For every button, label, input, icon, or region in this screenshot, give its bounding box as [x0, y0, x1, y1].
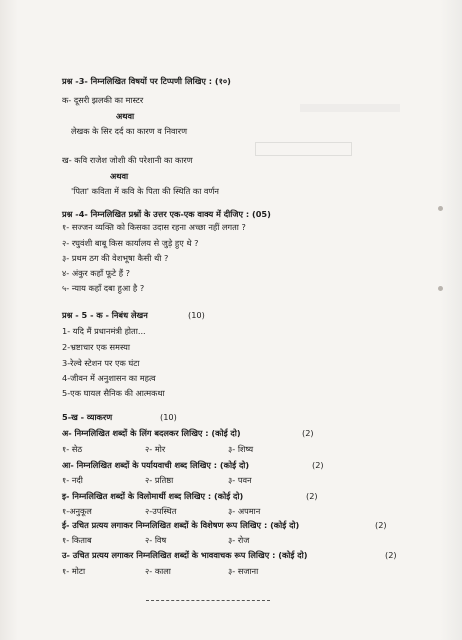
q3-ka-alt: लेखक के सिर दर्द का कारण व निवारण [71, 126, 187, 136]
grammar-option: २- काला [145, 566, 171, 576]
grammar-question: उ- उचित प्रत्यय लगाकर निम्नलिखित शब्दों के भाववाचक रूप लिखिए : (कोई दो) [62, 550, 308, 560]
q3-or-1: अथवा [116, 111, 135, 121]
grammar-option: २-उपस्थित [145, 506, 177, 516]
essay-topic: 3-रेल्वे स्टेशन पर एक घंटा [62, 358, 140, 368]
grammar-option: ३- अपमान [228, 506, 261, 516]
q3-ka: क- दूसरी झलकी का मास्टर [62, 95, 144, 105]
q5kha-heading: 5-ख - व्याकरण [62, 412, 113, 422]
grammar-option: २- मोर [145, 444, 166, 454]
q4-item: ५- न्याय कहाँ दबा हुआ है ? [62, 283, 145, 293]
q4-item: ४- अंकुर कहाँ फूटे हैं ? [62, 268, 131, 278]
grammar-marks: (2) [312, 460, 324, 470]
grammar-marks: (2) [385, 550, 397, 560]
q3-heading: प्रश्न -3- निम्नलिखित विषयों पर टिप्पणी लिखिए : (१०) [62, 76, 231, 86]
q3-kha-alt: 'पिता' कविता में कवि के पिता की स्थिति का वर्णन [71, 186, 219, 196]
grammar-question: ई- उचित प्रत्यय लगाकर निम्नलिखित शब्दों के विशेषण रूप लिखिए : (कोई दो) [62, 520, 300, 530]
essay-topic: 4-जीवन में अनुशासन का महत्व [62, 373, 156, 383]
bleed-through-mark [300, 104, 400, 112]
grammar-option: १-अनुकूल [62, 506, 92, 516]
punch-hole-mark [438, 286, 443, 291]
grammar-question: आ- निम्नलिखित शब्दों के पर्यायवाची शब्द लिखिए : (कोई दो) [62, 460, 250, 470]
q4-item: २- रघुवंशी बाबू किस कार्यालय से जुड़े हुए थे ? [62, 238, 199, 248]
grammar-question: इ- निम्नलिखित शब्दों के विलोमार्थी शब्द लिखिए : (कोई दो) [62, 491, 244, 501]
bleed-through-box [255, 142, 352, 156]
q5ka-marks: (10) [188, 310, 205, 320]
grammar-option: ३- सजाना [228, 566, 259, 576]
grammar-option: ३- पवन [228, 475, 252, 485]
grammar-marks: (2) [306, 491, 318, 501]
grammar-option: २- विष [145, 535, 167, 545]
end-rule [146, 600, 270, 601]
grammar-marks: (2) [375, 520, 387, 530]
grammar-option: २- प्रतिष्ठा [145, 475, 174, 485]
grammar-option: १- नदी [62, 475, 83, 485]
grammar-option: १- मोटा [62, 566, 86, 576]
punch-hole-mark [438, 206, 443, 211]
grammar-option: १- किताब [62, 535, 92, 545]
q4-item: १- सज्जन व्यक्ति को किसका उदास रहना अच्छा नहीं लगता ? [62, 222, 246, 232]
grammar-marks: (2) [302, 428, 314, 438]
q4-item: ३- प्रथम ठग की वेशभूषा कैसी थी ? [62, 253, 169, 263]
grammar-option: १- सेठ [62, 444, 83, 454]
essay-topic: 1- यदि मैं प्रधानमंत्री होता... [62, 326, 146, 336]
q5kha-marks: (10) [160, 412, 177, 422]
grammar-option: ३- रोज [228, 535, 250, 545]
q4-heading: प्रश्न -4- निम्नलिखित प्रश्नों के उत्तर एक-एक वाक्य में दीजिए : (05) [62, 209, 271, 219]
grammar-question: अ- निम्नलिखित शब्दों के लिंग बदलकर लिखिए : (कोई दो) [62, 428, 241, 438]
q5ka-heading: प्रश्न - 5 - क - निबंध लेखन [62, 310, 148, 320]
q3-or-2: अथवा [110, 171, 129, 181]
grammar-option: ३- शिष्य [228, 444, 254, 454]
essay-topic: 5-एक घायल सैनिक की आत्मकथा [62, 388, 165, 398]
q3-kha: ख- कवि राजेश जोशी की परेशानी का कारण [62, 155, 193, 165]
essay-topic: 2-भ्रष्टाचार एक समस्या [62, 342, 130, 352]
